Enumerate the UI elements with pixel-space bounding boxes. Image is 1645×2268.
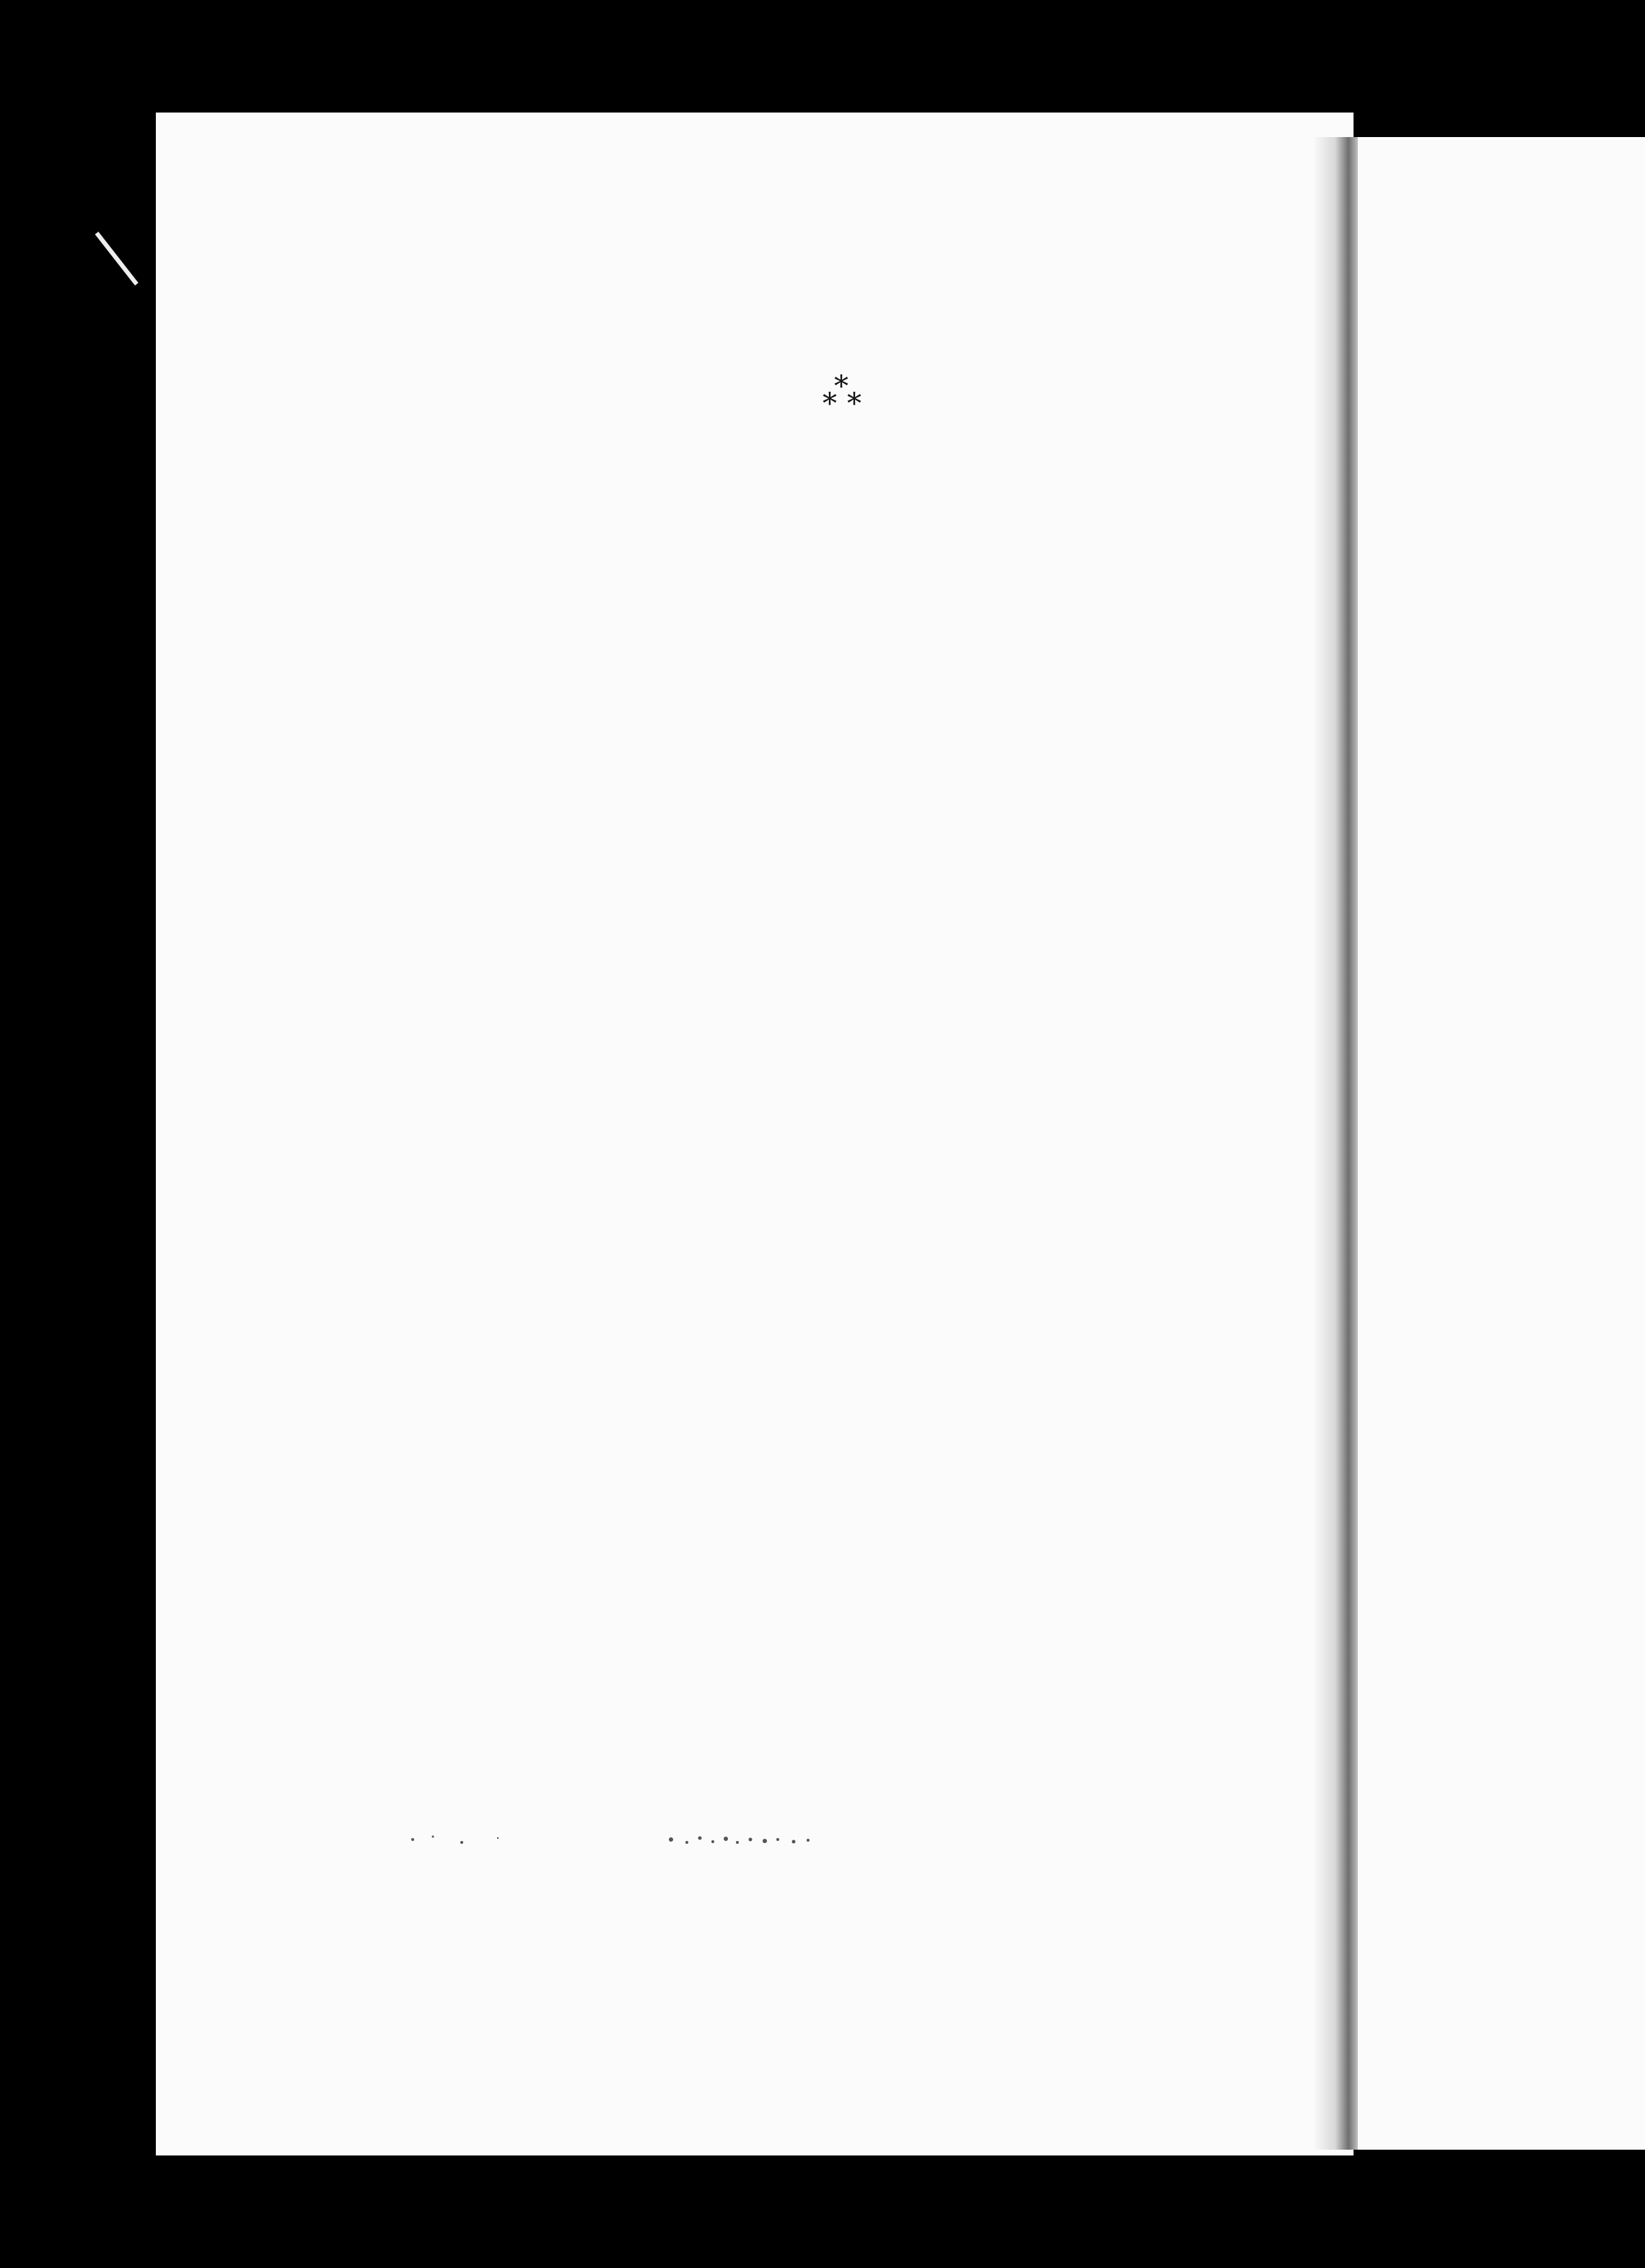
left-column-text xyxy=(430,349,1284,447)
asterism-star-right: * xyxy=(847,387,861,421)
asterism-star-left: * xyxy=(822,387,837,421)
right-column-text xyxy=(1395,488,1645,724)
right-section-gap xyxy=(1395,622,1645,724)
scan-artifact xyxy=(95,232,139,286)
print-specks xyxy=(404,1818,866,1861)
asterism-separator xyxy=(430,371,1284,447)
book-gutter xyxy=(1313,137,1362,2150)
right-page xyxy=(1358,137,1645,2150)
asterism-star-top: * xyxy=(834,370,848,403)
